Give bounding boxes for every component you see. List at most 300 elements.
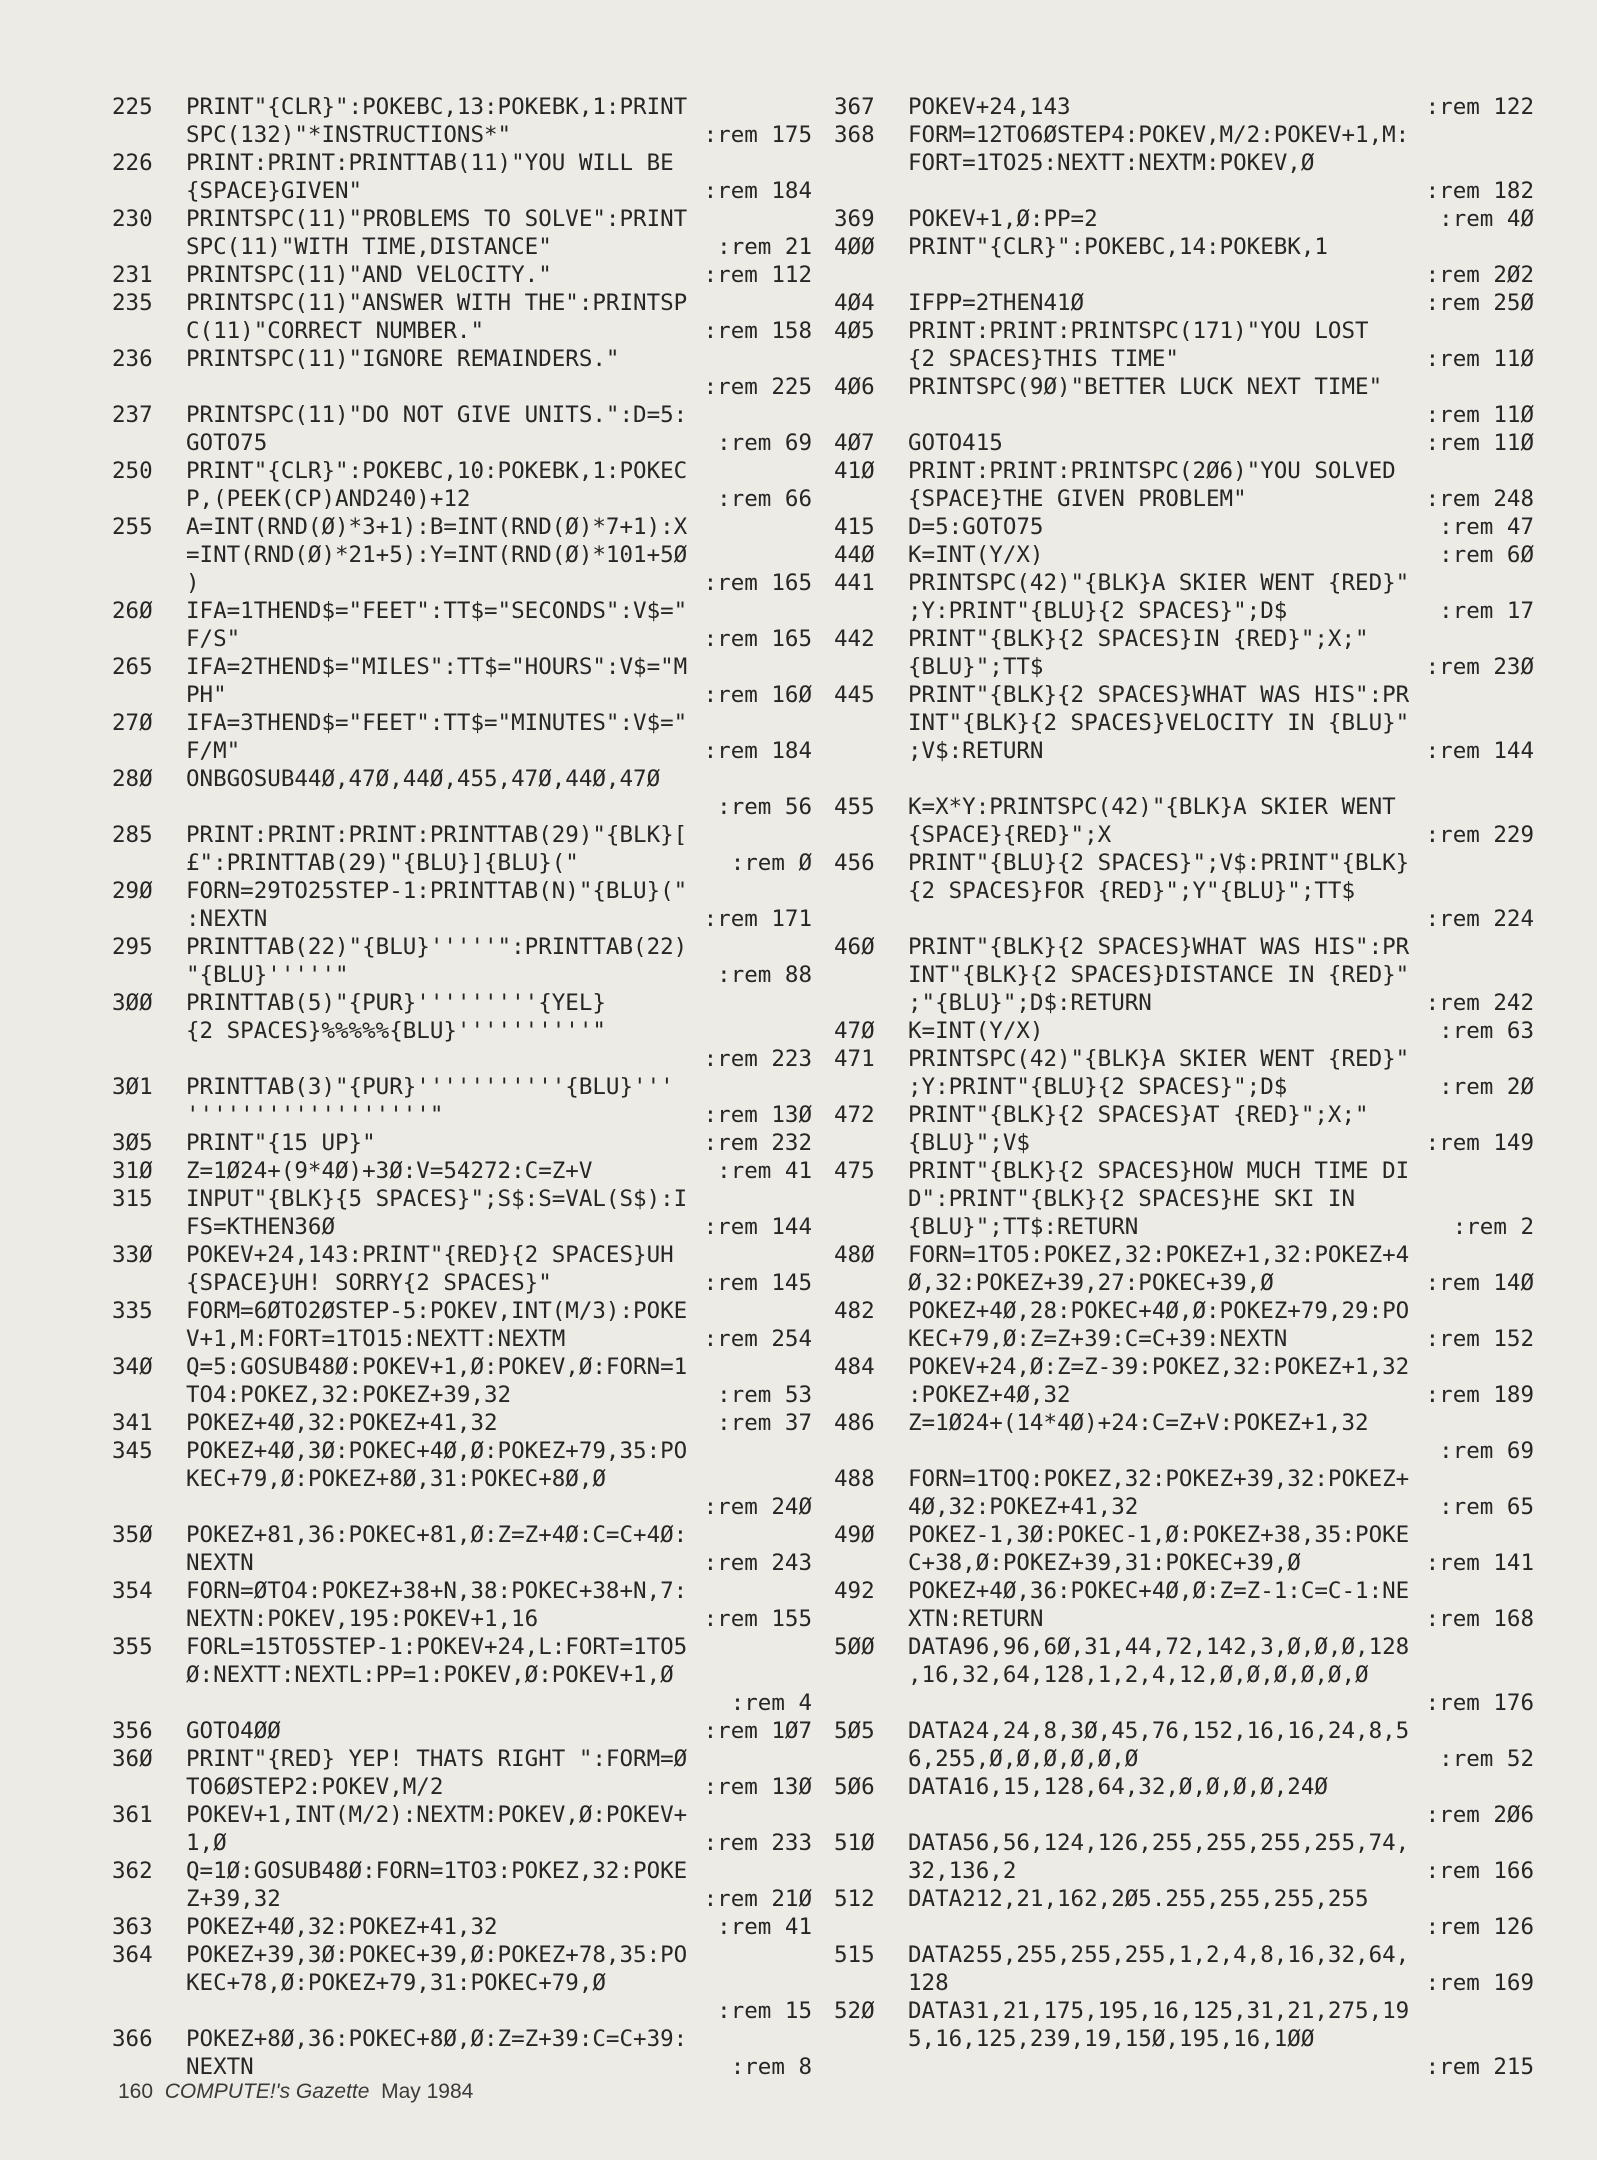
- listing-line: [112, 1633, 812, 1661]
- rem-checksum: :rem 182: [1425, 178, 1534, 204]
- rem-checksum: :rem 69: [1439, 1438, 1534, 1464]
- listing-line: [834, 1521, 1534, 1549]
- code-text: KEC+79,Ø:POKEZ+8Ø,31:POKEC+8Ø,Ø: [186, 1466, 606, 1492]
- code-text: POKEV+1,INT(M/2):NEXTM:POKEV,Ø:POKEV+: [186, 1802, 688, 1828]
- line-number: 471: [834, 1046, 875, 1072]
- line-number: 225: [112, 94, 153, 120]
- code-text: K=INT(Y/X): [908, 542, 1044, 568]
- code-text: INT"{BLK}{2 SPACES}DISTANCE IN {RED}": [908, 962, 1410, 988]
- listing-line: [112, 1997, 812, 2025]
- listing-line: [112, 121, 812, 149]
- line-number: 475: [834, 1158, 875, 1184]
- code-text: F/S": [186, 626, 241, 652]
- rem-checksum: :rem 248: [1425, 486, 1534, 512]
- listing-line: [112, 177, 812, 205]
- line-number: 367: [834, 94, 875, 120]
- listing-line: [834, 2025, 1534, 2053]
- line-number: 48Ø: [834, 1242, 875, 1268]
- code-text: POKEZ+81,36:POKEC+81,Ø:Z=Z+4Ø:C=C+4Ø:: [186, 1522, 688, 1548]
- code-text: DATA212,21,162,2Ø5.255,255,255,255: [908, 1886, 1369, 1912]
- code-text: A=INT(RND(Ø)*3+1):B=INT(RND(Ø)*7+1):X: [186, 514, 688, 540]
- code-text: XTN:RETURN: [908, 1606, 1044, 1632]
- code-text: K=INT(Y/X): [908, 1018, 1044, 1044]
- line-number: 482: [834, 1298, 875, 1324]
- code-text: 6,255,Ø,Ø,Ø,Ø,Ø,Ø: [908, 1746, 1139, 1772]
- rem-checksum: :rem 112: [703, 262, 812, 288]
- code-text: P,(PEEK(CP)AND240)+12: [186, 486, 471, 512]
- listing-line: [834, 1465, 1534, 1493]
- listing-line: [834, 1801, 1534, 1829]
- code-text: PRINTSPC(42)"{BLK}A SKIER WENT {RED}": [908, 1046, 1410, 1072]
- rem-checksum: :rem 225: [703, 374, 812, 400]
- listing-line: [834, 905, 1534, 933]
- line-number: 472: [834, 1102, 875, 1128]
- line-number: 369: [834, 206, 875, 232]
- listing-line: [834, 1913, 1534, 1941]
- code-text: DATA96,96,6Ø,31,44,72,142,3,Ø,Ø,Ø,128: [908, 1634, 1410, 1660]
- listing-line: [834, 1325, 1534, 1353]
- line-number: 231: [112, 262, 153, 288]
- listing-line: [834, 177, 1534, 205]
- listing-line: [112, 1213, 812, 1241]
- rem-checksum: :rem 149: [1425, 1130, 1534, 1156]
- listing-line: [112, 1353, 812, 1381]
- line-number: 4Ø6: [834, 374, 875, 400]
- rem-checksum: :rem 169: [1425, 1970, 1534, 1996]
- listing-line: [834, 1241, 1534, 1269]
- listing-line: [112, 1969, 812, 1997]
- listing-line: [834, 877, 1534, 905]
- code-text: PRINT"{RED} YEP! THATS RIGHT ":FORM=Ø: [186, 1746, 688, 1772]
- listing-line: [112, 1437, 812, 1465]
- line-number: 363: [112, 1914, 153, 1940]
- line-number: 34Ø: [112, 1354, 153, 1380]
- code-text: ''''''''''''''''''": [186, 1102, 444, 1128]
- listing-line: [834, 625, 1534, 653]
- rem-checksum: :rem 41: [717, 1914, 812, 1940]
- page-footer: [118, 2080, 473, 2104]
- code-text: PRINTSPC(9Ø)"BETTER LUCK NEXT TIME": [908, 374, 1383, 400]
- rem-checksum: :rem 66: [717, 486, 812, 512]
- code-text: {2 SPACES}%%%%%{BLU}''''''''''": [186, 1018, 606, 1044]
- code-text: FORN=ØTO4:POKEZ+38+N,38:POKEC+38+N,7:: [186, 1578, 688, 1604]
- code-text: POKEZ+4Ø,36:POKEC+4Ø,Ø:Z=Z-1:C=C-1:NE: [908, 1578, 1410, 1604]
- code-text: Q=1Ø:GOSUB48Ø:FORN=1TO3:POKEZ,32:POKE: [186, 1858, 688, 1884]
- code-text: IFA=3THEND$="FEET":TT$="MINUTES":V$=": [186, 710, 688, 736]
- rem-checksum: :rem 1Ø7: [703, 1718, 812, 1744]
- line-number: 486: [834, 1410, 875, 1436]
- line-number: 356: [112, 1718, 153, 1744]
- rem-checksum: :rem 184: [703, 738, 812, 764]
- line-number: 265: [112, 654, 153, 680]
- listing-line: [112, 989, 812, 1017]
- code-text: PRINTSPC(11)"PROBLEMS TO SOLVE":PRINT: [186, 206, 688, 232]
- listing-line: [112, 513, 812, 541]
- code-text: ;Y:PRINT"{BLU}{2 SPACES}";D$: [908, 598, 1288, 624]
- listing-line: [112, 877, 812, 905]
- listing-line: [112, 1465, 812, 1493]
- rem-checksum: :rem 144: [703, 1214, 812, 1240]
- code-text: PRINTSPC(11)"DO NOT GIVE UNITS.":D=5:: [186, 402, 688, 428]
- listing-line: [834, 1857, 1534, 1885]
- line-number: 4Ø5: [834, 318, 875, 344]
- listing-line: [112, 1801, 812, 1829]
- code-text: Z+39,32: [186, 1886, 281, 1912]
- listing-line: [112, 1269, 812, 1297]
- code-text: POKEZ-1,3Ø:POKEC-1,Ø:POKEZ+38,35:POKE: [908, 1522, 1410, 1548]
- code-text: FORT=1TO25:NEXTT:NEXTM:POKEV,Ø: [908, 150, 1315, 176]
- listing-line: [834, 1157, 1534, 1185]
- rem-checksum: :rem 215: [1425, 2054, 1534, 2080]
- listing-line: [834, 121, 1534, 149]
- code-text: {BLU}";TT$:RETURN: [908, 1214, 1139, 1240]
- listing-line: [834, 1577, 1534, 1605]
- code-text: 32,136,2: [908, 1858, 1017, 1884]
- code-text: POKEZ+4Ø,32:POKEZ+41,32: [186, 1410, 498, 1436]
- listing-line: [112, 317, 812, 345]
- line-number: 41Ø: [834, 458, 875, 484]
- listing-line: [112, 1017, 812, 1045]
- issue-date: May 1984: [381, 2080, 474, 2103]
- line-number: 415: [834, 514, 875, 540]
- listing-line: [112, 1409, 812, 1437]
- listing-line: [112, 541, 812, 569]
- listing-line: [834, 1745, 1534, 1773]
- line-number: 445: [834, 682, 875, 708]
- listing-line: [112, 1297, 812, 1325]
- code-text: FORM=12TO6ØSTEP4:POKEV,M/2:POKEV+1,M:: [908, 122, 1410, 148]
- code-text: PRINT"{CLR}":POKEBC,13:POKEBK,1:PRINT: [186, 94, 688, 120]
- listing-line: [834, 401, 1534, 429]
- line-number: 315: [112, 1186, 153, 1212]
- rem-checksum: :rem 4Ø: [1439, 206, 1534, 232]
- rem-checksum: :rem 2: [1452, 1214, 1534, 1240]
- listing-line: [834, 989, 1534, 1017]
- rem-checksum: :rem 11Ø: [1425, 402, 1534, 428]
- listing-line: [112, 1073, 812, 1101]
- listing-line: [834, 289, 1534, 317]
- line-number: 235: [112, 290, 153, 316]
- line-number: 364: [112, 1942, 153, 1968]
- line-number: 3Ø5: [112, 1130, 153, 1156]
- listing-line: [112, 625, 812, 653]
- line-number: 33Ø: [112, 1242, 153, 1268]
- line-number: 354: [112, 1578, 153, 1604]
- code-text: 5,16,125,239,19,15Ø,195,16,1ØØ: [908, 2026, 1315, 2052]
- listing-line: [834, 1997, 1534, 2025]
- listing-line: [112, 1241, 812, 1269]
- code-text: Ø:NEXTT:NEXTL:PP=1:POKEV,Ø:POKEV+1,Ø: [186, 1662, 674, 1688]
- listing-line: [112, 1493, 812, 1521]
- code-text: =INT(RND(Ø)*21+5):Y=INT(RND(Ø)*101+5Ø: [186, 542, 688, 568]
- code-text: FS=KTHEN36Ø: [186, 1214, 336, 1240]
- rem-checksum: :rem 232: [703, 1130, 812, 1156]
- code-text: Z=1Ø24+(9*4Ø)+3Ø:V=54272:C=Z+V: [186, 1158, 593, 1184]
- line-number: 226: [112, 150, 153, 176]
- code-text: POKEZ+8Ø,36:POKEC+8Ø,Ø:Z=Z+39:C=C+39:: [186, 2026, 688, 2052]
- listing-line: [834, 1185, 1534, 1213]
- listing-line: [112, 1185, 812, 1213]
- listing-line: [834, 1633, 1534, 1661]
- line-number: 335: [112, 1298, 153, 1324]
- line-number: 345: [112, 1438, 153, 1464]
- code-text: £":PRINTTAB(29)"{BLU}]{BLU}(": [186, 850, 579, 876]
- code-text: PRINTSPC(42)"{BLK}A SKIER WENT {RED}": [908, 570, 1410, 596]
- listing-line: [112, 1045, 812, 1073]
- listing-line: [834, 233, 1534, 261]
- line-number: 46Ø: [834, 934, 875, 960]
- code-text: TO4:POKEZ,32:POKEZ+39,32: [186, 1382, 512, 1408]
- code-text: PRINTSPC(11)"AND VELOCITY.": [186, 262, 552, 288]
- code-text: C(11)"CORRECT NUMBER.": [186, 318, 485, 344]
- code-text: PRINTSPC(11)"IGNORE REMAINDERS.": [186, 346, 620, 372]
- rem-checksum: :rem 223: [703, 1046, 812, 1072]
- listing-line: [112, 233, 812, 261]
- listing-line: [834, 1297, 1534, 1325]
- code-text: IFA=2THEND$="MILES":TT$="HOURS":V$="M: [186, 654, 688, 680]
- rem-checksum: :rem 126: [1425, 1914, 1534, 1940]
- code-text: INPUT"{BLK}{5 SPACES}";S$:S=VAL(S$):I: [186, 1186, 688, 1212]
- rem-checksum: :rem 16Ø: [703, 682, 812, 708]
- code-text: POKEV+1,Ø:PP=2: [908, 206, 1098, 232]
- rem-checksum: :rem 175: [703, 122, 812, 148]
- page-number: 160: [118, 2080, 154, 2103]
- code-text: DATA56,56,124,126,255,255,255,255,74,: [908, 1830, 1410, 1856]
- code-text: "{BLU}'''''": [186, 962, 349, 988]
- code-text: ): [186, 570, 200, 596]
- code-text: POKEZ+4Ø,3Ø:POKEC+4Ø,Ø:POKEZ+79,35:PO: [186, 1438, 688, 1464]
- line-number: 361: [112, 1802, 153, 1828]
- listing-line: [834, 1493, 1534, 1521]
- listing-line: [112, 1913, 812, 1941]
- code-text: TO6ØSTEP2:POKEV,M/2: [186, 1774, 444, 1800]
- rem-checksum: :rem 8: [730, 2054, 812, 2080]
- rem-checksum: :rem 21Ø: [703, 1886, 812, 1912]
- listing-line: [834, 345, 1534, 373]
- listing-line: [112, 401, 812, 429]
- line-number: 3Ø1: [112, 1074, 153, 1100]
- listing-line: [834, 541, 1534, 569]
- line-number: 27Ø: [112, 710, 153, 736]
- code-text: Z=1Ø24+(14*4Ø)+24:C=Z+V:POKEZ+1,32: [908, 1410, 1369, 1436]
- rem-checksum: :rem 13Ø: [703, 1774, 812, 1800]
- listing-line: [834, 2053, 1534, 2081]
- listing-line: [834, 1017, 1534, 1045]
- line-number: 36Ø: [112, 1746, 153, 1772]
- listing-line: [834, 765, 1534, 793]
- listing-line: [834, 1717, 1534, 1745]
- listing-line: [834, 457, 1534, 485]
- rem-checksum: :rem 15: [717, 1998, 812, 2024]
- listing-line: [834, 737, 1534, 765]
- rem-checksum: :rem 24Ø: [703, 1494, 812, 1520]
- code-text: ,16,32,64,128,1,2,4,12,Ø,Ø,Ø,Ø,Ø,Ø: [908, 1662, 1369, 1688]
- listing-line: [112, 1157, 812, 1185]
- code-text: {SPACE}UH! SORRY{2 SPACES}": [186, 1270, 552, 1296]
- line-number: 250: [112, 458, 153, 484]
- line-number: 512: [834, 1886, 875, 1912]
- code-text: 4Ø,32:POKEZ+41,32: [908, 1494, 1139, 1520]
- line-number: 35Ø: [112, 1522, 153, 1548]
- line-number: 28Ø: [112, 766, 153, 792]
- line-number: 515: [834, 1942, 875, 1968]
- line-number: 52Ø: [834, 1998, 875, 2024]
- code-text: PRINT:PRINT:PRINTSPC(171)"YOU LOST: [908, 318, 1369, 344]
- rem-checksum: :rem 171: [703, 906, 812, 932]
- rem-checksum: :rem 13Ø: [703, 1102, 812, 1128]
- listing-line: [112, 261, 812, 289]
- code-text: 128: [908, 1970, 949, 1996]
- code-text: INT"{BLK}{2 SPACES}VELOCITY IN {BLU}": [908, 710, 1410, 736]
- listing-line: [112, 1101, 812, 1129]
- code-text: ;"{BLU}";D$:RETURN: [908, 990, 1152, 1016]
- code-text: ONBGOSUB44Ø,47Ø,44Ø,455,47Ø,44Ø,47Ø: [186, 766, 661, 792]
- line-number: 341: [112, 1410, 153, 1436]
- listing-line: [834, 1213, 1534, 1241]
- rem-checksum: :rem 88: [717, 962, 812, 988]
- listing-line: [834, 1661, 1534, 1689]
- line-number: 31Ø: [112, 1158, 153, 1184]
- rem-checksum: :rem 21: [717, 234, 812, 260]
- rem-checksum: :rem 224: [1425, 906, 1534, 932]
- rem-checksum: :rem 243: [703, 1550, 812, 1576]
- listing-line: [112, 1829, 812, 1857]
- listing-line: [112, 1941, 812, 1969]
- line-number: 5Ø6: [834, 1774, 875, 1800]
- rem-checksum: :rem 152: [1425, 1326, 1534, 1352]
- listing-line: [834, 1885, 1534, 1913]
- listing-line: [834, 1409, 1534, 1437]
- listing-line: [834, 1437, 1534, 1465]
- listing-line: [834, 569, 1534, 597]
- listing-line: [834, 429, 1534, 457]
- listing-line: [834, 1129, 1534, 1157]
- code-text: PRINT"{CLR}":POKEBC,10:POKEBK,1:POKEC: [186, 458, 688, 484]
- line-number: 47Ø: [834, 1018, 875, 1044]
- line-number: 230: [112, 206, 153, 232]
- listing-line: [112, 289, 812, 317]
- code-text: NEXTN: [186, 2054, 254, 2080]
- code-text: {BLU}";TT$: [908, 654, 1044, 680]
- rem-checksum: :rem 56: [717, 794, 812, 820]
- code-text: {SPACE}{RED}";X: [908, 822, 1112, 848]
- listing-line: [834, 205, 1534, 233]
- listing-line: [112, 681, 812, 709]
- code-text: POKEV+24,Ø:Z=Z-39:POKEZ,32:POKEZ+1,32: [908, 1354, 1410, 1380]
- listing-line: [834, 793, 1534, 821]
- listing-line: [112, 653, 812, 681]
- code-text: POKEZ+39,3Ø:POKEC+39,Ø:POKEZ+78,35:PO: [186, 1942, 688, 1968]
- listing-line: [112, 1577, 812, 1605]
- listing-line: [834, 653, 1534, 681]
- line-number: 455: [834, 794, 875, 820]
- code-text: GOTO75: [186, 430, 268, 456]
- code-text: {2 SPACES}THIS TIME": [908, 346, 1179, 372]
- code-text: DATA31,21,175,195,16,125,31,21,275,19: [908, 1998, 1410, 2024]
- listing-line: [834, 1549, 1534, 1577]
- listing-line: [112, 2053, 812, 2081]
- listing-line: [834, 961, 1534, 989]
- listing-line: [112, 1661, 812, 1689]
- rem-checksum: :rem 254: [703, 1326, 812, 1352]
- code-text: KEC+79,Ø:Z=Z+39:C=C+39:NEXTN: [908, 1326, 1288, 1352]
- rem-checksum: :rem 52: [1439, 1746, 1534, 1772]
- code-text: C+38,Ø:POKEZ+39,31:POKEC+39,Ø: [908, 1550, 1301, 1576]
- listing-line: [112, 1381, 812, 1409]
- code-text: PRINTSPC(11)"ANSWER WITH THE":PRINTSP: [186, 290, 688, 316]
- rem-checksum: :rem 11Ø: [1425, 346, 1534, 372]
- listing-line: [112, 1325, 812, 1353]
- listing-line: [834, 1101, 1534, 1129]
- listing-line: [112, 821, 812, 849]
- rem-checksum: :rem 141: [1425, 1550, 1534, 1576]
- listing-line: [834, 597, 1534, 625]
- listing-line: [112, 737, 812, 765]
- listing-line: [112, 1549, 812, 1577]
- line-number: 484: [834, 1354, 875, 1380]
- code-text: IFPP=2THEN41Ø: [908, 290, 1085, 316]
- line-number: 456: [834, 850, 875, 876]
- line-number: 362: [112, 1858, 153, 1884]
- line-number: 4ØØ: [834, 234, 875, 260]
- code-text: PH": [186, 682, 227, 708]
- code-text: K=X*Y:PRINTSPC(42)"{BLK}A SKIER WENT: [908, 794, 1396, 820]
- listing-line: [834, 485, 1534, 513]
- rem-checksum: :rem 14Ø: [1425, 1270, 1534, 1296]
- code-text: PRINT"{BLU}{2 SPACES}";V$:PRINT"{BLK}: [908, 850, 1410, 876]
- line-number: 441: [834, 570, 875, 596]
- line-number: 355: [112, 1634, 153, 1660]
- rem-checksum: :rem 6Ø: [1439, 542, 1534, 568]
- rem-checksum: :rem 37: [717, 1410, 812, 1436]
- code-text: PRINT:PRINT:PRINT:PRINTTAB(29)"{BLK}[: [186, 822, 688, 848]
- listing-line: [112, 849, 812, 877]
- listing-line: [834, 933, 1534, 961]
- line-number: 44Ø: [834, 542, 875, 568]
- code-text: POKEZ+4Ø,32:POKEZ+41,32: [186, 1914, 498, 1940]
- rem-checksum: :rem 25Ø: [1425, 290, 1534, 316]
- listing-line: [834, 681, 1534, 709]
- rem-checksum: :rem 65: [1439, 1494, 1534, 1520]
- listing-line: [112, 2025, 812, 2053]
- code-text: GOTO415: [908, 430, 1003, 456]
- line-number: 26Ø: [112, 598, 153, 624]
- listing-line: [112, 1521, 812, 1549]
- rem-checksum: :rem 41: [717, 1158, 812, 1184]
- listing-line: [834, 1073, 1534, 1101]
- listing-line: [112, 1885, 812, 1913]
- rem-checksum: :rem 145: [703, 1270, 812, 1296]
- code-text: {BLU}";V$: [908, 1130, 1030, 1156]
- listing-column-left: [112, 93, 812, 2081]
- listing-line: [834, 513, 1534, 541]
- code-text: D=5:GOTO75: [908, 514, 1044, 540]
- line-number: 5ØØ: [834, 1634, 875, 1660]
- line-number: 492: [834, 1578, 875, 1604]
- line-number: 366: [112, 2026, 153, 2052]
- code-text: FORN=1TOQ:POKEZ,32:POKEZ+39,32:POKEZ+: [908, 1466, 1410, 1492]
- code-text: PRINT"{BLK}{2 SPACES}AT {RED}";X;": [908, 1102, 1369, 1128]
- code-text: PRINT"{BLK}{2 SPACES}HOW MUCH TIME DI: [908, 1158, 1410, 1184]
- rem-checksum: :rem 168: [1425, 1606, 1534, 1632]
- code-text: FORL=15TO5STEP-1:POKEV+24,L:FORT=1TO5: [186, 1634, 688, 1660]
- code-text: PRINTTAB(3)"{PUR}'''''''''''{BLU}''': [186, 1074, 674, 1100]
- code-text: Q=5:GOSUB48Ø:POKEV+1,Ø:POKEV,Ø:FORN=1: [186, 1354, 688, 1380]
- listing-line: [112, 345, 812, 373]
- listing-line: [112, 765, 812, 793]
- rem-checksum: :rem 2Ø2: [1425, 262, 1534, 288]
- listing-line: [834, 1941, 1534, 1969]
